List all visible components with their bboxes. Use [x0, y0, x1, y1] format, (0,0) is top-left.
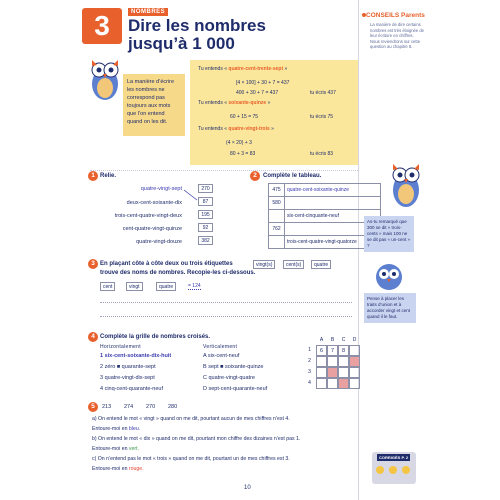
- grid-cell[interactable]: [349, 356, 360, 367]
- word-tag: vingt(s): [253, 260, 275, 269]
- number-box[interactable]: 195: [198, 210, 213, 219]
- word-tag: cent(s): [283, 260, 304, 269]
- riddle-a-instruction: Entoure-moi en bleu.: [92, 426, 141, 432]
- riddle-c: c) On n’entend pas le mot « trois » quand on me dit, pourtant un de mes chiffres est 3.: [92, 456, 290, 462]
- grid-cell[interactable]: [316, 378, 327, 389]
- table-cell[interactable]: [285, 197, 381, 210]
- grid-cell[interactable]: [338, 378, 349, 389]
- example-expr: 400 + 30 + 7 = 437: [236, 90, 279, 96]
- exercise-number: 1: [88, 171, 98, 181]
- grid-cell[interactable]: 6: [316, 345, 327, 356]
- exercise-number: 3: [88, 259, 98, 269]
- clue-horizontal: 1 six-cent-soixante-dix-huit: [100, 353, 172, 359]
- conseils-text: La manière de dire certains nombres est très éloignée de leur écriture en chiffres. Nous reviendrons sur cette question au chapitre 8.: [370, 22, 425, 50]
- clue-horizontal: 3 quatre-vingt-dix-sept: [100, 375, 155, 381]
- tip-bubble: As-tu remarqué que 300 se dit « trois-cents » mais 100 ne se dit pas « un-cent » ?: [364, 216, 414, 252]
- candidate-number[interactable]: 274: [124, 404, 134, 410]
- grid-cell[interactable]: 8: [338, 345, 349, 356]
- title-line-2: jusqu’à 1 000: [128, 34, 235, 53]
- example-expr: [4 × 100] + 30 + 7 = 437: [236, 80, 290, 86]
- riddle-c-instruction: Entoure-moi en rouge.: [92, 466, 144, 472]
- topic-tag: NOMBRES: [128, 8, 168, 16]
- example-result: tu écris 83: [310, 151, 334, 157]
- grid-column-label: B: [330, 337, 335, 343]
- number-word: quatre-vingt-sept: [140, 186, 182, 192]
- example-expr: 60 + 15 = 75: [230, 114, 259, 120]
- owl-icon: [388, 156, 424, 212]
- number-box[interactable]: 87: [198, 197, 213, 206]
- exercise-instruction: Complète le tableau.: [263, 173, 322, 179]
- grid-column-label: D: [352, 337, 357, 343]
- example-line: Tu entends « soixante-quinze »: [198, 100, 271, 106]
- number-word: cent-quatre-vingt-quinze: [122, 226, 182, 232]
- grid-row-label: 4: [308, 380, 311, 386]
- smiley-sad-icon[interactable]: [402, 466, 410, 474]
- candidate-number[interactable]: 270: [146, 404, 156, 410]
- number-box[interactable]: 382: [198, 236, 213, 245]
- grid-cell[interactable]: [327, 367, 338, 378]
- matching-line: [183, 188, 198, 202]
- riddle-b: b) On entend le mot « dix » quand on me dit, pourtant mon chiffre des dizaines n’est pas 1.: [92, 436, 301, 442]
- exercise-number: 2: [250, 171, 260, 181]
- table-row: [269, 197, 381, 210]
- sidebar-divider: [358, 0, 359, 500]
- grid-cell[interactable]: [349, 345, 360, 356]
- clue-vertical: A six-cent-neuf: [203, 353, 240, 359]
- table-cell[interactable]: 762: [269, 223, 285, 236]
- tip-bubble: Pense à placer les traits d’union et à accorder vingt et cent quand il le faut.: [364, 293, 416, 323]
- clue-vertical: D sept-cent-quarante-neuf: [203, 386, 268, 392]
- grid-cell[interactable]: [327, 378, 338, 389]
- exercise-instruction: Complète la grille de nombres croisés.: [100, 334, 211, 340]
- exercise-number: 5: [88, 402, 98, 412]
- grid-cell[interactable]: [316, 367, 327, 378]
- example-expr: (4 × 20) + 3: [226, 140, 252, 146]
- number-box[interactable]: 92: [198, 223, 213, 232]
- chapter-number: 3: [82, 8, 122, 44]
- clue-vertical: B sept ■ soixante-quinze: [203, 364, 264, 370]
- conseils-title: CONSEILS Parents: [366, 12, 425, 19]
- word-tag: quatre: [311, 260, 331, 269]
- example-line: Tu entends « quatre-cent-trente-sept »: [198, 66, 288, 72]
- riddle-a: a) On entend le mot « vingt » quand on me dit, pourtant aucun de mes chiffres n’est 4.: [92, 416, 290, 422]
- grid-column-label: C: [341, 337, 346, 343]
- clue-horizontal: 4 cinq-cent-quarante-neuf: [100, 386, 163, 392]
- exercise-instruction: Relie.: [100, 173, 117, 179]
- page-number: 10: [244, 485, 251, 491]
- answer-line[interactable]: [100, 316, 352, 317]
- table-cell[interactable]: 475: [269, 184, 285, 197]
- riddle-text: [92, 414, 354, 474]
- page-title: [128, 17, 266, 53]
- section-divider: [90, 170, 358, 171]
- exercise-instruction: trouve des noms de nombres. Recopie-les ci-dessous.: [100, 270, 256, 276]
- grid-cell[interactable]: [349, 367, 360, 378]
- grid-row-label: 3: [308, 369, 311, 375]
- clue-horizontal: 2 zéro ■ quarante-sept: [100, 364, 156, 370]
- example-result: tu écris 75: [310, 114, 334, 120]
- grid-cell[interactable]: [349, 378, 360, 389]
- table-cell[interactable]: six-cent-cinquante-neuf: [285, 210, 381, 223]
- example-panel: [190, 60, 358, 165]
- grid-cell[interactable]: [316, 356, 327, 367]
- table-cell[interactable]: [269, 210, 285, 223]
- number-word: trois-cent-quatre-vingt-deux: [114, 213, 182, 219]
- example-line: Tu entends « quatre-vingt-trois »: [198, 126, 274, 132]
- number-word: deux-cent-soixante-dix: [126, 200, 182, 206]
- grid-column-label: A: [319, 337, 324, 343]
- riddle-b-instruction: Entoure-moi en vert.: [92, 446, 140, 452]
- example-expr: 80 + 3 = 83: [230, 151, 256, 157]
- vertical-heading: Verticalement: [203, 344, 238, 350]
- grid-cell[interactable]: [327, 356, 338, 367]
- answer-line[interactable]: [100, 302, 352, 303]
- table-cell[interactable]: trois-cent-quatre-vingt-quatorze: [285, 236, 381, 249]
- grid-cell[interactable]: 7: [327, 345, 338, 356]
- number-box[interactable]: 270: [198, 184, 213, 193]
- horizontal-heading: Horizontalement: [100, 344, 141, 350]
- example-tag: cent: [100, 282, 115, 291]
- candidate-number[interactable]: 280: [168, 404, 178, 410]
- grid-cell[interactable]: [338, 356, 349, 367]
- exercise-instruction: En plaçant côte à côte deux ou trois étiquettes: [100, 261, 233, 267]
- example-result: tu écris 437: [310, 90, 336, 96]
- example-tag: vingt: [126, 282, 143, 291]
- table-cell[interactable]: 580: [269, 197, 285, 210]
- smiley-happy-icon[interactable]: [376, 466, 384, 474]
- example-tag: quatre: [156, 282, 176, 291]
- grid-cell[interactable]: [338, 367, 349, 378]
- example-result: = 124: [188, 283, 201, 289]
- intro-note: La manière d’écrire les nombres ne correspond pas toujours aux mots que l’on entend quand on les dit.: [123, 74, 185, 136]
- table-row: [269, 184, 381, 197]
- table-cell[interactable]: [269, 236, 285, 249]
- grid-row-label: 1: [308, 347, 311, 353]
- title-line-1: Dire les nombres: [128, 16, 266, 35]
- candidate-number[interactable]: 213: [102, 404, 112, 410]
- clue-vertical: C quatre-vingt-quatre: [203, 375, 255, 381]
- smiley-neutral-icon[interactable]: [389, 466, 397, 474]
- number-word: quatre-vingt-douze: [136, 239, 182, 245]
- owl-icon: [88, 52, 122, 106]
- owl-icon: [374, 262, 404, 292]
- table-cell[interactable]: quatre-cent-soixante-quinze: [285, 184, 381, 197]
- grid-row-label: 2: [308, 358, 311, 364]
- exercise-number: 4: [88, 332, 98, 342]
- corriges-label: CORRIGÉS P. 2: [379, 455, 409, 460]
